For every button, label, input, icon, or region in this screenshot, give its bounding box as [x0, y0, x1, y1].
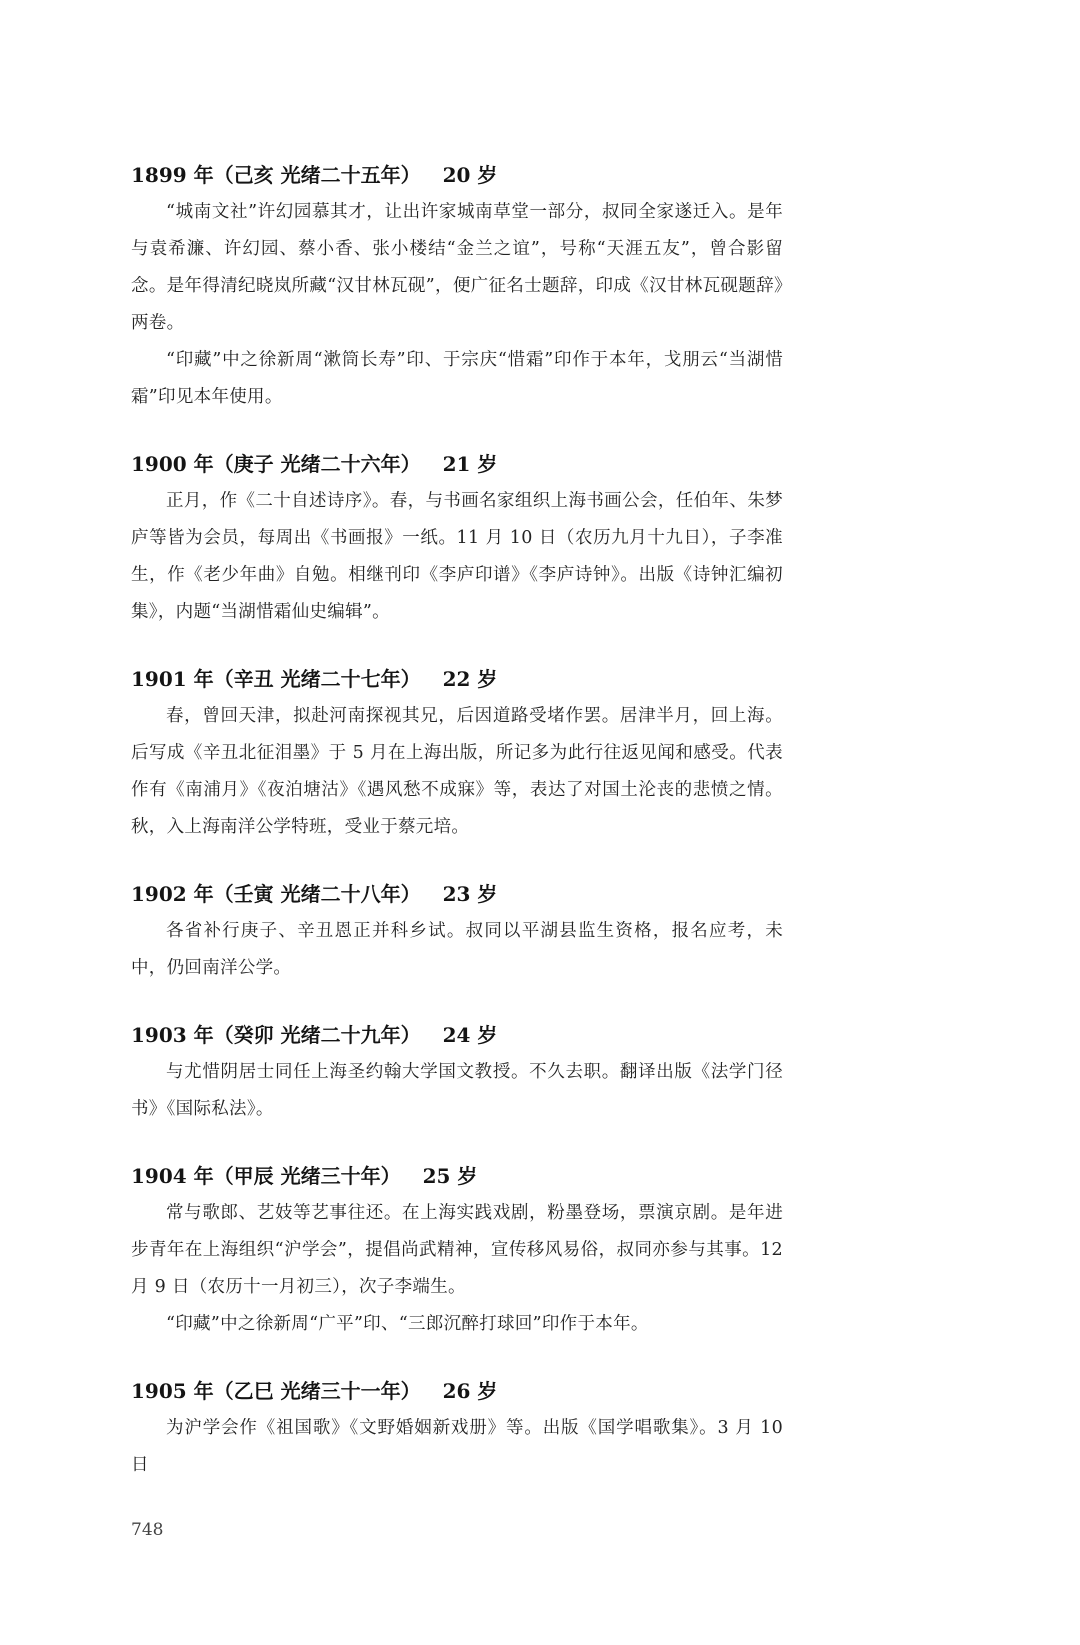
entry-heading [131, 1376, 783, 1406]
entry-paragraph: 春，曾回天津，拟赴河南探视其兄，后因道路受堵作罢。居津半月，回上海。后写成《辛丑北征泪墨》于 5 月在上海出版，所记多为此行往返见闻和感受。代表作有《南浦月》《夜泊塘沽》《遇风愁不成寐》等，表达了对国土沦丧的悲愤之情。秋，入上海南洋公学特班，受业于蔡元培。 [131, 706, 783, 837]
entry-year: 1902 年（壬寅 光绪二十八年） [131, 882, 421, 906]
entry-age: 22 岁 [442, 667, 498, 691]
entry-year: 1903 年（癸卯 光绪二十九年） [131, 1023, 421, 1047]
chronology-entry [131, 664, 783, 846]
entry-heading [131, 449, 783, 479]
entry-heading [131, 664, 783, 694]
entry-year: 1899 年（己亥 光绪二十五年） [131, 163, 421, 187]
entry-paragraph: 为沪学会作《祖国歌》《文野婚姻新戏册》等。出版《国学唱歌集》。3 月 10 日 [131, 1418, 783, 1475]
entry-paragraph: “印藏”中之徐新周“广平”印、“三郎沉醉打球回”印作于本年。 [166, 1314, 649, 1334]
entry-paragraph: 与尤惜阴居士同任上海圣约翰大学国文教授。不久去职。翻译出版《法学门径书》《国际私法》。 [131, 1062, 783, 1119]
entry-age: 21 岁 [442, 452, 498, 476]
chronology-entry [131, 1376, 783, 1484]
chronology-content [131, 160, 783, 1517]
entry-heading [131, 879, 783, 909]
chronology-entry [131, 449, 783, 631]
entry-year: 1905 年（乙巳 光绪三十一年） [131, 1379, 421, 1403]
entry-age: 26 岁 [442, 1379, 498, 1403]
page-number: 748 [131, 1520, 164, 1540]
entry-heading [131, 160, 783, 190]
chronology-entry [131, 160, 783, 416]
entry-year: 1901 年（辛丑 光绪二十七年） [131, 667, 421, 691]
entry-paragraph: 常与歌郎、艺妓等艺事往还。在上海实践戏剧，粉墨登场，票演京剧。是年进步青年在上海组织“沪学会”，提倡尚武精神，宣传移风易俗，叔同亦参与其事。12 月 9 日（农历十一月初三），次子李端生。 [131, 1203, 783, 1297]
entry-age: 24 岁 [442, 1023, 498, 1047]
entry-heading [131, 1161, 783, 1191]
entry-paragraph: “城南文社”许幻园慕其才，让出许家城南草堂一部分，叔同全家遂迁入。是年与袁希濂、许幻园、蔡小香、张小楼结“金兰之谊”，号称“天涯五友”，曾合影留念。是年得清纪晓岚所藏“汉甘林瓦砚”，便广征名士题辞，印成《汉甘林瓦砚题辞》两卷。 [131, 202, 783, 333]
chronology-entry [131, 1020, 783, 1128]
entry-age: 25 岁 [422, 1164, 478, 1188]
chronology-entry [131, 879, 783, 987]
entry-year: 1904 年（甲辰 光绪三十年） [131, 1164, 401, 1188]
entry-paragraph: “印藏”中之徐新周“漱筒长寿”印、于宗庆“惜霜”印作于本年，戈朋云“当湖惜霜”印见本年使用。 [131, 350, 783, 407]
entry-paragraph: 正月，作《二十自述诗序》。春，与书画名家组织上海书画公会，任伯年、朱梦庐等皆为会员，每周出《书画报》一纸。11 月 10 日（农历九月十九日），子李准生，作《老少年曲》自勉。相继刊印《李庐印谱》《李庐诗钟》。出版《诗钟汇编初集》，内题“当湖惜霜仙史编辑”。 [131, 491, 783, 622]
entry-heading [131, 1020, 783, 1050]
entry-age: 23 岁 [442, 882, 498, 906]
entry-age: 20 岁 [442, 163, 498, 187]
entry-paragraph: 各省补行庚子、辛丑恩正并科乡试。叔同以平湖县监生资格，报名应考，未中，仍回南洋公学。 [131, 921, 783, 978]
chronology-entry [131, 1161, 783, 1343]
entry-year: 1900 年（庚子 光绪二十六年） [131, 452, 421, 476]
